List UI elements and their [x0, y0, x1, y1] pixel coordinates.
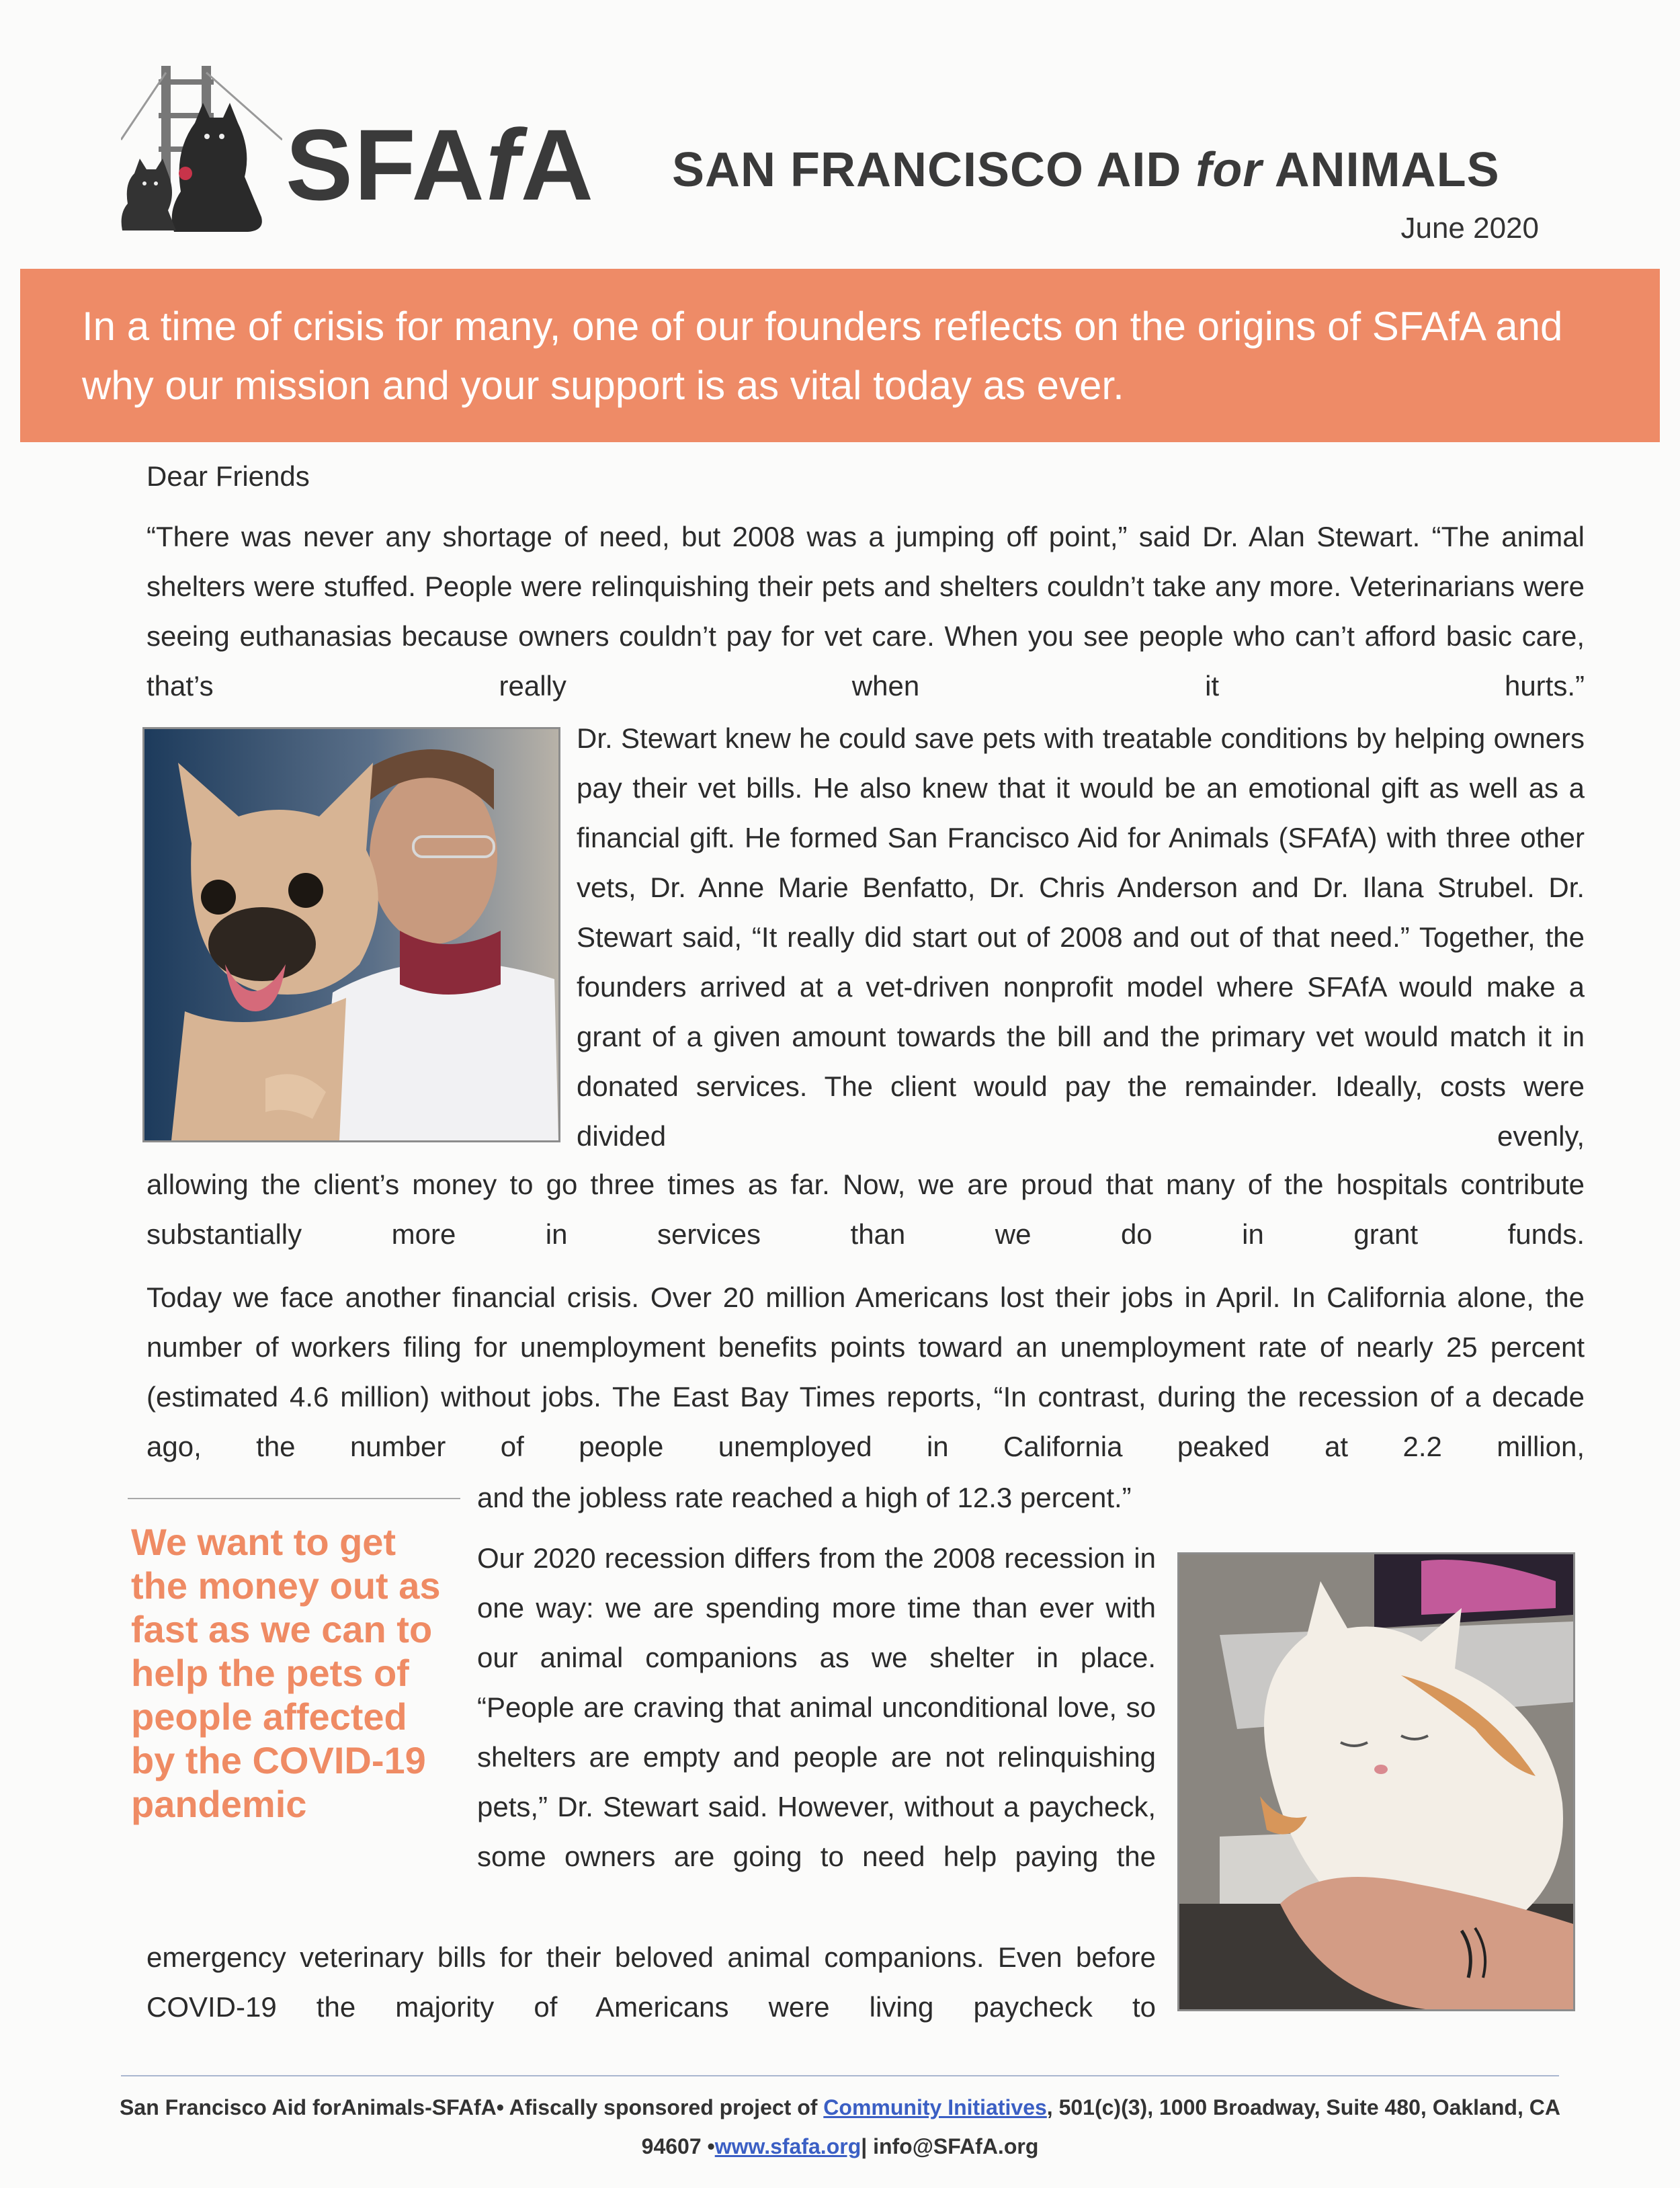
paragraph-3-last-line: and the jobless rate reached a high of 12.3 percent.” [477, 1482, 1132, 1513]
photo-vet-with-french-bulldog [142, 727, 560, 1142]
issue-date: June 2020 [1400, 212, 1539, 245]
footer-line-1 [94, 2095, 1586, 2120]
paragraph-4-continued: emergency veterinary bills for their beloved animal companions. Even before COVID-19 the majority of Americans were living paycheck to [146, 1941, 1156, 2023]
paragraph-4-wrapped: Our 2020 recession differs from the 2008 recession in one way: we are spending more time than ever with our animal companions as we shelter in place. “People are craving that animal unconditional love, so shelters are empty and people are not relinquishing pets,” Dr. Stewart said. However, without a paycheck, some owners are going to need help paying the [477, 1542, 1156, 1872]
paragraph-2-continued: allowing the client’s money to go three times as far. Now, we are proud that many of the hospitals contribute substantially more in services than we do in grant funds. [146, 1169, 1585, 1250]
footer-org-text: San Francisco Aid forAnimals-SFAfA• Afiscally sponsored project of [120, 2095, 824, 2119]
divider-line [128, 1498, 460, 1499]
paragraph-2-wrapped: Dr. Stewart knew he could save pets with treatable conditions by helping owners pay their vet bills. He also knew that it would be an emotional gift as well as a financial gift. He formed San Francisco Aid for Animals (SFAfA) with three other vets, Dr. Anne Marie Benfatto, Dr. Chris Anderson and Dr. Ilana Strubel. Dr. Stewart said, “It really did start out of 2008 and out of that need.” Together, the founders arrived at a vet-driven nonprofit model where SFAfA would make a grant of a given amount towards the bill and the primary vet would match it in donated services. The client would pay the remainder. Ideally, costs were divided evenly, [577, 722, 1585, 1152]
logo-bridge-dogs-icon [121, 59, 282, 235]
headline-text: In a time of crisis for many, one of our founders reflects on the origins of SFAfA and why our mission and your support is as vital today as ever. [82, 304, 1563, 408]
footer-zip-text: 94607 • [641, 2134, 715, 2158]
footer-line-2 [0, 2134, 1680, 2159]
greeting: Dear Friends [146, 460, 310, 492]
logo-wordmark: SFAfA [286, 108, 595, 221]
pull-quote: We want to get the money out as fast as we can to help the pets of people affected by the COVID-19 pandemic [131, 1521, 441, 1825]
photo-cat-on-keyboard [1177, 1552, 1575, 2011]
organization-name: SAN FRANCISCO AID for ANIMALS [672, 143, 1500, 197]
footer-email-text: | info@SFAfA.org [861, 2134, 1039, 2158]
community-initiatives-link[interactable]: Community Initiatives [823, 2095, 1047, 2119]
footer-address-text: , 501(c)(3), 1000 Broadway, Suite 480, Oakland, CA [1046, 2095, 1560, 2119]
footer-divider [121, 2075, 1559, 2076]
website-link[interactable]: www.sfafa.org [714, 2134, 862, 2158]
paragraph-3: Today we face another financial crisis. Over 20 million Americans lost their jobs in April. In California alone, the number of workers filing for unemployment benefits points toward an unemployment rate of nearly 25 percent (estimated 4.6 million) without jobs. The East Bay Times reports, “In contrast, during the recession of a decade ago, the number of people unemployed in California peaked at 2.2 million, [146, 1281, 1585, 1462]
headline-banner [20, 269, 1660, 442]
paragraph-1: “There was never any shortage of need, but 2008 was a jumping off point,” said Dr. Alan Stewart. “The animal shelters were stuffed. People were relinquishing their pets and shelters couldn’t take any more. Veterinarians were seeing euthanasias because owners couldn’t pay for vet care. When you see people who can’t afford basic care, that’s really when it hurts.” [146, 521, 1585, 702]
